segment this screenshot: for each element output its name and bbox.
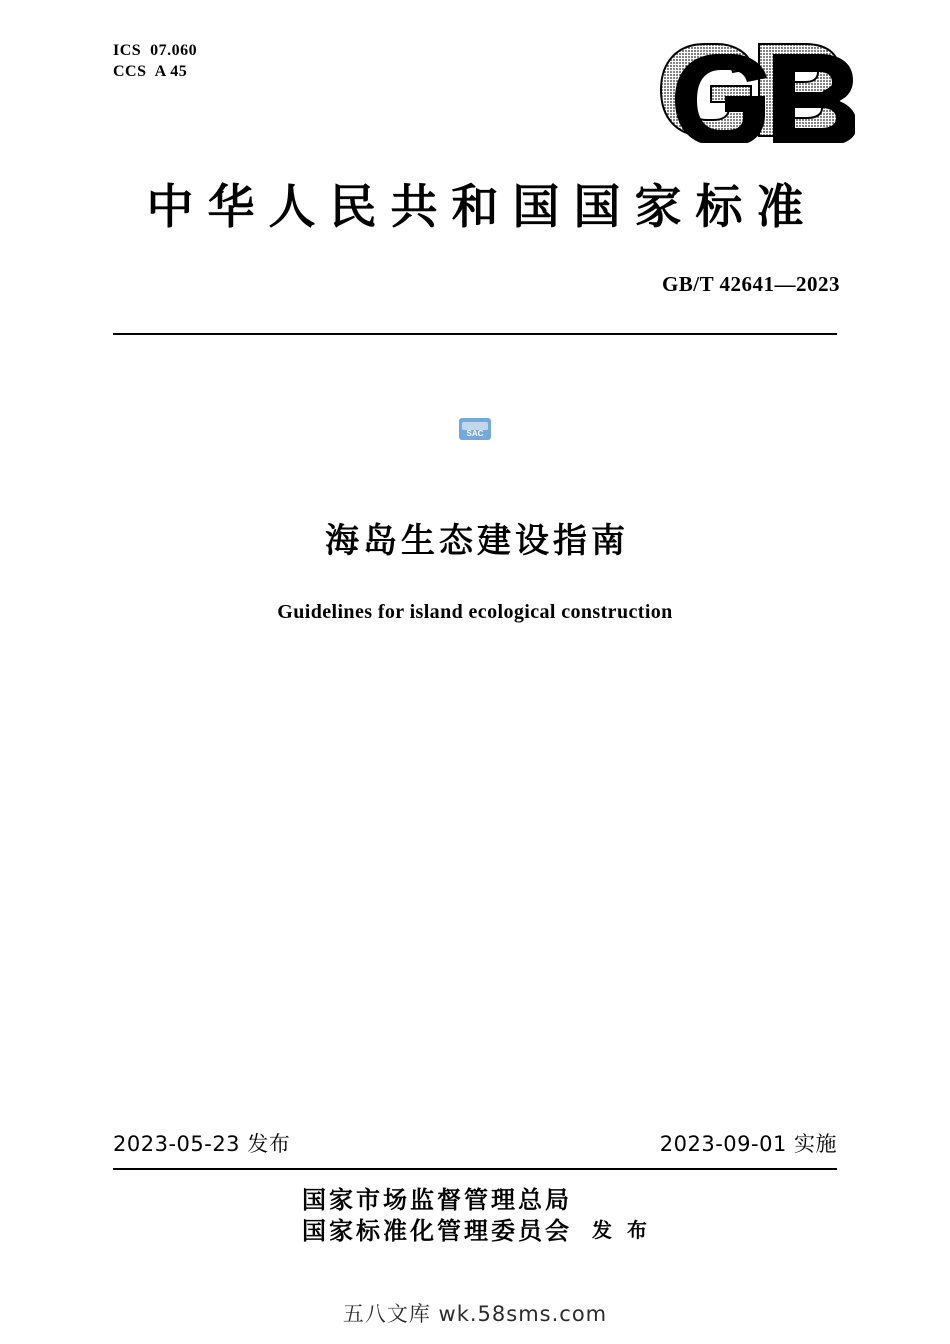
publisher-line-2: 国家标准化管理委员会	[302, 1216, 573, 1245]
standard-number: GB/T 42641—2023	[661, 272, 840, 296]
classification-codes	[113, 40, 197, 82]
implementation-date: 2023-09-01 实施	[659, 1132, 837, 1156]
document-title-cn: 海岛生态建设指南	[325, 521, 629, 561]
page-title: 中华人民共和国国家标准	[146, 180, 818, 235]
footer-watermark: 五八文库 wk.58sms.com	[342, 1302, 608, 1326]
gb-logo-icon	[655, 38, 855, 143]
svg-text:SAC: SAC	[466, 429, 484, 438]
issue-date: 2023-05-23 发布	[113, 1132, 291, 1156]
publisher-names	[299, 1184, 572, 1246]
publisher-verb: 发 布	[592, 1217, 651, 1242]
publisher-line-1: 国家市场监督管理总局	[302, 1185, 573, 1214]
sac-emblem-icon	[458, 415, 492, 449]
ics-code: ICS 07.060	[113, 42, 198, 59]
divider-top	[113, 333, 837, 335]
publisher-block	[0, 1184, 950, 1246]
document-title-en: Guidelines for island ecological construction	[277, 601, 673, 623]
ccs-code: CCS A 45	[113, 63, 188, 80]
divider-bottom	[113, 1168, 837, 1170]
